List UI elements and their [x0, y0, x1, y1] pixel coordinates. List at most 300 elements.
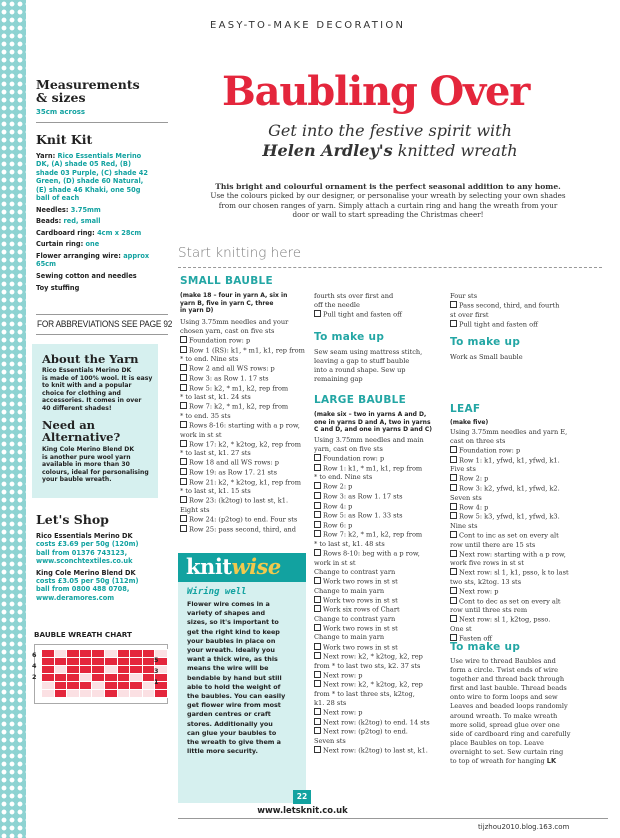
- instruction-row: [314, 596, 430, 606]
- small-bauble-continued: [314, 292, 402, 320]
- instruction-text: Row 2 and all WS rows: p: [189, 364, 275, 373]
- instruction-text: * to last st, k1. 27 sts: [180, 449, 251, 458]
- chart-row: [42, 674, 168, 682]
- intro-line: Use the colours picked by our designer, or personalise your wreath by selecting your own shades: [210, 191, 566, 201]
- make-up-line: more solid, spread glue over one: [450, 720, 560, 729]
- chart-cell: [142, 674, 155, 682]
- instruction-row: [180, 468, 305, 478]
- make-up-line: remaining gap: [314, 375, 363, 384]
- leaf-instructions: [450, 428, 569, 644]
- make-up-text: [314, 348, 422, 384]
- subtitle-line: (make six – two in yarns A and D,: [314, 411, 427, 418]
- divider: [36, 334, 168, 335]
- instruction-text: row until three sts rem: [450, 606, 528, 615]
- chart-cell: [142, 690, 155, 698]
- chart-cell: [92, 658, 105, 666]
- knitwise-line: get flower wire from most: [187, 701, 281, 710]
- instruction-text: from * to last two sts, k2. 37 sts: [314, 661, 421, 670]
- knitwise-body: [178, 582, 306, 803]
- instruction-row: [314, 521, 430, 531]
- instruction-row: [450, 597, 569, 607]
- instruction-text: Change to main yarn: [314, 633, 385, 642]
- instruction-text: Using 3.75mm needles and main: [314, 436, 424, 444]
- kit-value: 4cm x 28cm: [97, 228, 142, 237]
- instruction-row: [450, 606, 569, 615]
- kit-label: Yarn:: [36, 152, 56, 160]
- instruction-row: [450, 484, 569, 494]
- instruction-text: Row 5: k2, * m1, k2, rep from: [189, 384, 289, 393]
- instruction-row: [450, 550, 569, 560]
- knitwise-line: the baubles. You can easily: [187, 692, 286, 701]
- checkbox-icon: [314, 624, 321, 631]
- alt-line: King Cole Merino Blend DK: [42, 446, 135, 453]
- alt-line: is another pure wool yarn: [42, 453, 131, 461]
- lets-shop-title: Let's Shop: [36, 512, 109, 527]
- knitwise-line: want a thick wire, as this: [187, 655, 278, 664]
- chart-cell: [67, 666, 80, 674]
- instruction-row: [314, 680, 430, 690]
- instruction-row: [450, 531, 569, 541]
- instruction-row: [314, 662, 430, 671]
- checkbox-icon: [180, 525, 187, 532]
- chart-cell: [130, 666, 143, 674]
- instruction-text: * to end. 35 sts: [180, 411, 231, 420]
- subtitle-line: C and D, and one in yarns D and C): [314, 426, 432, 434]
- instruction-row: [180, 515, 305, 525]
- knitwise-line: little more security.: [187, 747, 258, 756]
- chart-cell: [142, 650, 155, 658]
- about-line: choice for clothing and: [42, 389, 121, 397]
- chart-cell: [130, 658, 143, 666]
- chart-row-number: 1: [154, 678, 159, 686]
- chart-cell: [117, 682, 130, 690]
- instruction-text: Row 1 (RS): k1, * m1, k1, rep from: [189, 346, 305, 355]
- kit-value: Rico Essentials Merino: [57, 152, 142, 160]
- kit-item: [36, 206, 174, 214]
- chart-cell: [67, 650, 80, 658]
- knit-kit-list: [36, 152, 174, 295]
- instruction-row: [314, 746, 430, 756]
- chart-cell: [104, 682, 117, 690]
- chart-cell: [67, 682, 80, 690]
- checkbox-icon: [180, 384, 187, 391]
- instruction-row: [314, 690, 430, 699]
- instruction-text: Row 6: p: [323, 521, 353, 530]
- dashed-divider: [178, 267, 602, 268]
- checkbox-icon: [314, 511, 321, 518]
- instruction-text: Pull tight and fasten off: [459, 320, 538, 329]
- checkbox-icon: [450, 503, 457, 510]
- checkbox-icon: [314, 596, 321, 603]
- instruction-text: Row 1: k1, * m1, k1, rep from: [323, 464, 423, 473]
- checkbox-icon: [180, 402, 187, 409]
- large-bauble-continued: [450, 292, 559, 329]
- instruction-row: [314, 540, 430, 549]
- checkbox-icon: [180, 336, 187, 343]
- instruction-row: [450, 587, 569, 597]
- instruction-text: Next row: p: [459, 587, 499, 596]
- instruction-row: [450, 437, 569, 446]
- kit-label: Toy stuffing: [36, 283, 80, 292]
- instruction-row: [180, 393, 305, 402]
- checkbox-icon: [314, 502, 321, 509]
- instruction-text: Row 24: (p2tog) to end. Four sts: [189, 515, 298, 524]
- about-line: is made of 100% wool. It is easy: [42, 374, 153, 382]
- instruction-row: [314, 671, 430, 681]
- instruction-text: Row 7: k2, * m1, k2, rep from: [323, 530, 423, 539]
- instruction-text: Next row: p: [323, 708, 363, 717]
- instruction-text: Seven sts: [450, 493, 482, 502]
- subtitle-line: yarn B, five in yarn C, three: [180, 299, 274, 307]
- instruction-row: [450, 512, 569, 522]
- checkbox-icon: [180, 496, 187, 503]
- make-up-title: To make up: [314, 331, 385, 343]
- instruction-text: Four sts: [450, 292, 478, 300]
- chart-cell: [42, 658, 55, 666]
- instruction-row: [450, 541, 569, 550]
- instruction-text: Row 5: as Row 1. 33 sts: [323, 511, 403, 520]
- leaf-subtitle: (make five): [450, 419, 489, 426]
- instruction-row: [314, 530, 430, 540]
- instruction-row: [450, 446, 569, 456]
- kit-line: [36, 272, 174, 280]
- instruction-text: off the needle: [314, 301, 360, 310]
- chart-cell: [54, 690, 67, 698]
- instruction-row: [180, 384, 305, 394]
- about-line: accessories. It comes in over: [42, 397, 142, 405]
- instruction-row: [314, 615, 430, 624]
- sidebar: [26, 0, 173, 838]
- about-yarn-text: [42, 367, 152, 413]
- make-up-line: leaving a gap to stuff bauble: [314, 357, 410, 366]
- chart-row-number: 6: [32, 651, 37, 659]
- instruction-text: Row 25: pass second, third, and: [189, 525, 296, 534]
- instruction-text: work in st st: [180, 430, 222, 439]
- kit-value: one: [85, 240, 100, 249]
- checkbox-icon: [450, 615, 457, 622]
- chart-row: [42, 658, 168, 666]
- instruction-row: [450, 465, 569, 474]
- instruction-row: [314, 482, 430, 492]
- instruction-row: [180, 496, 305, 506]
- chart-cell: [92, 666, 105, 674]
- bauble-wreath-chart: [41, 649, 168, 698]
- chart-cell: [130, 682, 143, 690]
- instruction-row: [314, 727, 430, 737]
- checkbox-icon: [180, 421, 187, 428]
- instruction-text: Row 2: p: [323, 482, 353, 491]
- kit-value: shade 03 Purple, (C) shade 42: [36, 168, 148, 177]
- instruction-row: [180, 449, 305, 458]
- kit-item: [36, 252, 174, 269]
- make-up-line: Work as Small bauble: [450, 353, 523, 361]
- instruction-row: [180, 364, 305, 374]
- chart-row: [42, 690, 168, 698]
- intro: This bright and colourful ornament is the perfect seasonal addition to any home. Use the colours picked by our designer, or personalise your wreath by selecting your own shades from our chosen ranges of yarn. Simply attach a curtain ring and hang the wreath from your door or wall to start spreading the Christmas cheer!: [182, 182, 594, 220]
- knitwise-box: [178, 553, 306, 803]
- large-bauble-instructions: [314, 436, 430, 756]
- chart-cell: [117, 674, 130, 682]
- checkbox-icon: [180, 364, 187, 371]
- instruction-text: Row 5: k3, yfwd, k1, yfwd, k3.: [459, 512, 560, 521]
- checkbox-icon: [450, 446, 457, 453]
- knitwise-line: can glue your baubles to: [187, 728, 277, 737]
- chart-cell: [142, 666, 155, 674]
- instruction-text: Seven sts: [314, 737, 346, 745]
- abbreviations-note: FOR ABBREVIATIONS SEE PAGE 92: [37, 319, 173, 329]
- instruction-text: cast on three sts: [450, 437, 506, 446]
- shop-line: www.sconchtextiles.co.uk: [36, 557, 133, 566]
- instruction-text: Pass second, third, and fourth: [459, 301, 560, 310]
- instruction-text: Work six rows of Chart: [323, 605, 400, 614]
- checkbox-icon: [450, 301, 457, 308]
- checkbox-icon: [314, 708, 321, 715]
- instruction-text: Work two rows in st st: [323, 577, 398, 586]
- make-up-line: together and thread back through: [450, 675, 565, 684]
- knitwise-logo: knitwise: [186, 554, 281, 579]
- chart-cell: [54, 682, 67, 690]
- chart-row: [42, 682, 168, 690]
- instruction-row: [180, 506, 305, 515]
- kit-label: Curtain ring:: [36, 240, 84, 249]
- chart-cell: [67, 658, 80, 666]
- chart-cell: [104, 658, 117, 666]
- chart-row-number: 5: [154, 656, 159, 664]
- checkbox-icon: [314, 464, 321, 471]
- instruction-text: Five sts: [450, 465, 476, 474]
- alt-line: colours, ideal for personalising: [42, 468, 149, 476]
- instruction-text: Row 3: as Row 1. 17 sts: [189, 374, 269, 383]
- knitwise-line: bendable by hand but still: [187, 673, 282, 682]
- checkbox-icon: [314, 530, 321, 537]
- about-line: 40 different shades!: [42, 404, 112, 412]
- kit-line: [36, 252, 174, 260]
- knitwise-line: Flower wire comes in a: [187, 600, 270, 608]
- checkbox-icon: [450, 474, 457, 481]
- chart-cell: [67, 690, 80, 698]
- subtitle-line: one in yarns D and A, two in yarns: [314, 418, 431, 426]
- checkbox-icon: [314, 671, 321, 678]
- instruction-row: [180, 431, 305, 440]
- chart-cell: [42, 674, 55, 682]
- instruction-text: Row 3: k2, yfwd, k1, yfwd, k2.: [459, 484, 560, 493]
- instruction-text: Change to contrast yarn: [314, 567, 396, 576]
- instruction-row: [450, 503, 569, 513]
- subtitle: Get into the festive spirit with Helen Ardley's knitted wreath: [262, 121, 518, 160]
- instruction-row: [314, 737, 430, 746]
- kit-value: 3.75mm: [70, 205, 101, 214]
- instruction-row: [180, 346, 305, 356]
- instruction-row: [314, 464, 430, 474]
- chart-cell: [142, 658, 155, 666]
- kit-item: [36, 240, 174, 248]
- alt-line: your bauble wreath.: [42, 476, 112, 484]
- make-up-line: around wreath. To make wreath: [450, 711, 558, 720]
- instruction-row: [314, 473, 430, 482]
- instruction-text: Nine sts: [450, 521, 478, 530]
- kit-line: [36, 217, 174, 225]
- chart-right-labels: [154, 655, 158, 688]
- instruction-row: [180, 374, 305, 384]
- chart-cell: [42, 690, 55, 698]
- checkbox-icon: [450, 512, 457, 519]
- page-title: Baubling Over: [222, 68, 530, 115]
- knitwise-line: means the wire will be: [187, 664, 269, 673]
- checkbox-icon: [180, 440, 187, 447]
- subtitle-line: (make 18 – four in yarn A, six in: [180, 292, 288, 299]
- shop-line: ball from 01376 743123,: [36, 548, 128, 557]
- instruction-text: Cont to inc as set on every alt: [459, 531, 559, 540]
- start-heading: Start knitting here: [178, 245, 302, 261]
- checkbox-icon: [314, 605, 321, 612]
- instruction-text: st over first: [450, 310, 489, 319]
- instruction-text: Row 23: (k2tog) to last st, k1.: [189, 496, 289, 505]
- final-make-up-text: [450, 657, 570, 757]
- instruction-text: Work two rows in st st: [323, 596, 398, 605]
- instruction-row: [450, 568, 569, 578]
- instruction-row: [450, 301, 559, 311]
- instruction-text: * to last st, k1. 15 sts: [180, 487, 251, 496]
- chart-cell: [117, 666, 130, 674]
- chart-row-number: 3: [154, 667, 159, 675]
- measurement-value: 35cm across: [36, 108, 86, 116]
- checkbox-icon: [180, 346, 187, 353]
- knit-kit-title: Knit Kit: [36, 132, 93, 147]
- instruction-row: [314, 436, 430, 445]
- instruction-text: Foundation row: p: [459, 446, 521, 455]
- chart-cell: [130, 650, 143, 658]
- instruction-row: [450, 320, 559, 330]
- instruction-text: Foundation row: p: [189, 336, 251, 345]
- instruction-text: Rows 8-10: beg with a p row,: [323, 549, 420, 558]
- make-up-line: side of cardboard ring and carefully: [450, 729, 571, 738]
- chart-cell: [79, 674, 92, 682]
- instruction-row: [180, 421, 305, 431]
- make-up-title-3: To make up: [450, 641, 521, 653]
- chart-cell: [42, 666, 55, 674]
- knitwise-title: Wiring well: [187, 587, 247, 597]
- make-up-line: onto wire to form loops and sew: [450, 693, 558, 702]
- knitwise-line: able to hold the weight of: [187, 682, 281, 691]
- watermark-credit: tijzhou2010.blog.163.com: [478, 823, 570, 831]
- instruction-row: [314, 492, 430, 502]
- instruction-text: Row 17: k2, * k2tog, k2, rep from: [189, 440, 301, 449]
- instruction-text: Next row: sl 1, k1, psso, k to last: [459, 568, 569, 577]
- chart-row-number: 2: [32, 673, 37, 681]
- chart-cell: [117, 650, 130, 658]
- knitwise-line: the wreath to give them a: [187, 738, 281, 747]
- chart-cell: [155, 690, 168, 698]
- about-line: Rico Essentials Merino DK: [42, 367, 132, 374]
- instruction-text: Row 3: as Row 1. 17 sts: [323, 492, 403, 501]
- instruction-row: [314, 587, 430, 596]
- chart-cell: [42, 682, 55, 690]
- instruction-row: [450, 494, 569, 503]
- instruction-row: [314, 605, 430, 615]
- instruction-text: Cont to dec as set on every alt: [459, 597, 561, 606]
- checkbox-icon: [450, 550, 457, 557]
- checkbox-icon: [450, 484, 457, 491]
- large-bauble-subtitle: [314, 411, 432, 434]
- chart-cell: [104, 674, 117, 682]
- shop-info: [36, 532, 138, 602]
- instruction-row: [180, 487, 305, 496]
- checkbox-icon: [314, 727, 321, 734]
- instruction-text: Next row: p: [323, 671, 363, 680]
- instruction-row: [450, 522, 569, 531]
- instruction-row: [450, 625, 569, 634]
- instruction-text: One st: [450, 624, 472, 633]
- kit-line: [36, 152, 174, 160]
- checkbox-icon: [314, 718, 321, 725]
- instruction-row: [180, 458, 305, 468]
- small-bauble-instructions: [180, 318, 305, 534]
- checkbox-icon: [314, 482, 321, 489]
- divider: [36, 122, 168, 123]
- instruction-row: [314, 559, 430, 568]
- about-line: to knit with and a popular: [42, 382, 132, 390]
- chart-cell: [104, 690, 117, 698]
- checkbox-icon: [180, 374, 187, 381]
- about-yarn-title: About the Yarn: [42, 352, 139, 366]
- instruction-text: yarn, cast on five sts: [314, 445, 383, 454]
- instruction-row: [450, 578, 569, 587]
- knitwise-line: get the right kind to keep: [187, 627, 280, 636]
- checkbox-icon: [450, 634, 457, 641]
- instruction-text: Row 19: as Row 17. 21 sts: [189, 468, 277, 477]
- small-bauble-title: SMALL BAUBLE: [180, 275, 273, 287]
- chart-cell: [54, 658, 67, 666]
- instruction-text: Fasten off: [459, 634, 492, 643]
- kit-value: DK, (A) shade 05 Red, (B): [36, 160, 131, 169]
- instruction-text: Row 2: p: [459, 474, 489, 483]
- chart-cell: [130, 674, 143, 682]
- checkbox-icon: [450, 320, 457, 327]
- checkbox-icon: [450, 597, 457, 604]
- instruction-text: chosen yarn, cast on five sts: [180, 327, 275, 336]
- instruction-text: Next row: k2, * k2tog, k2, rep: [323, 652, 423, 661]
- instruction-row: [314, 549, 430, 559]
- chart-cell: [142, 682, 155, 690]
- shop-line: costs £3.05 per 50g (112m): [36, 577, 139, 586]
- chart-cell: [92, 690, 105, 698]
- make-up-title-2: To make up: [450, 336, 521, 348]
- chart-row: [42, 650, 168, 658]
- chart-row-number: 4: [32, 662, 37, 670]
- chart-cell: [104, 666, 117, 674]
- instruction-text: Next row: starting with a p row,: [459, 550, 566, 559]
- instruction-row: [314, 708, 430, 718]
- alternative-title: Need an Alternative?: [42, 418, 121, 444]
- chart-left-labels: [32, 650, 36, 683]
- chart-cell: [42, 650, 55, 658]
- kit-label: Needles:: [36, 205, 69, 214]
- chart-cell: [92, 682, 105, 690]
- checkbox-icon: [314, 549, 321, 556]
- instruction-text: two sts, k2tog. 13 sts: [450, 578, 522, 586]
- kit-value: red, small: [63, 217, 101, 226]
- kit-value: Green, (D) shade 60 Natural,: [36, 177, 144, 186]
- kit-value: (E) shade 46 Khaki, one 50g: [36, 185, 141, 194]
- knitwise-line: your baubles in place on: [187, 636, 276, 645]
- checkbox-icon: [314, 310, 321, 317]
- chart-cell: [67, 674, 80, 682]
- chart-cell: [92, 650, 105, 658]
- instruction-row: [180, 525, 305, 535]
- instruction-text: Next row: (p2tog) to end.: [323, 727, 408, 736]
- chart-cell: [79, 682, 92, 690]
- kit-item: [36, 284, 174, 292]
